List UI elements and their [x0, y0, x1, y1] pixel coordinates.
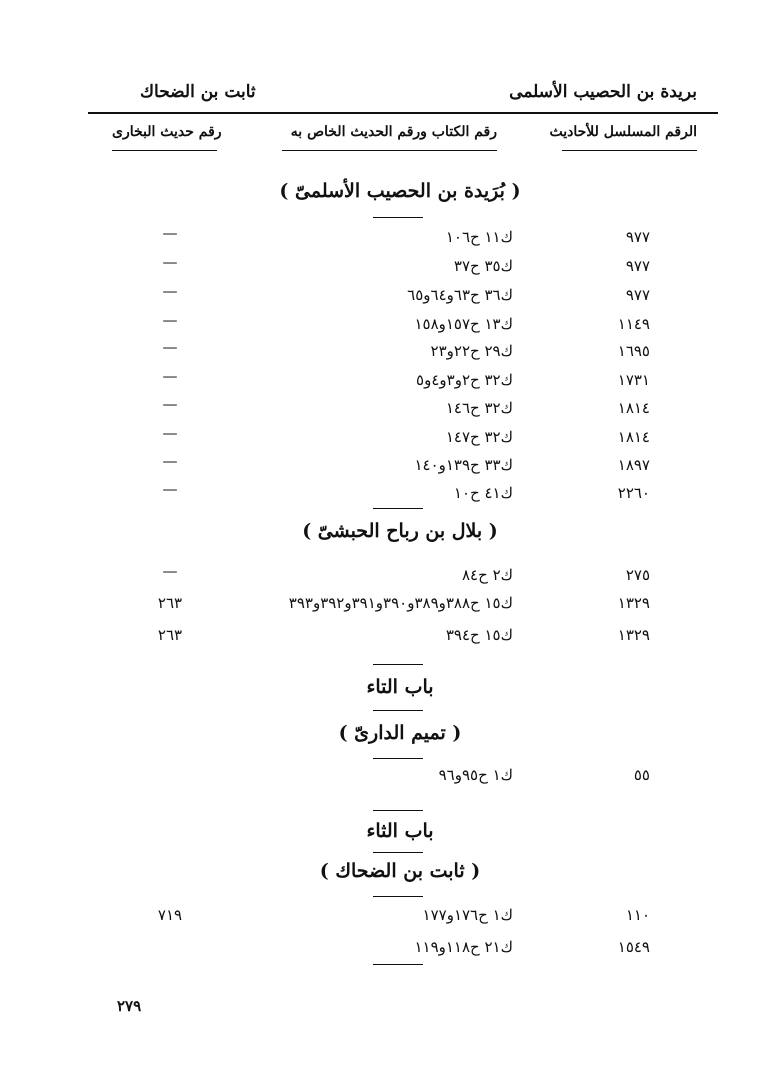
- book-reference: ك٣٢ ح٢و٣و٤و٥: [416, 371, 513, 389]
- bukhari-number: —: [162, 367, 178, 385]
- chapter-heading: باب الثاء: [366, 820, 434, 842]
- section-divider: [373, 896, 423, 897]
- bukhari-number: —: [162, 480, 178, 498]
- page-number: ٢٧٩: [117, 997, 142, 1015]
- bukhari-number: ٢٦٣: [157, 594, 183, 612]
- section-title: ( ثابت بن الضحاك ): [319, 860, 481, 882]
- serial-number: ٢٢٦٠: [617, 484, 650, 502]
- section-divider: [373, 852, 423, 853]
- bukhari-number: —: [162, 338, 178, 356]
- serial-number: ٩٧٧: [625, 286, 650, 304]
- section-divider: [373, 217, 423, 218]
- bukhari-number: ٢٦٣: [157, 626, 183, 644]
- bukhari-number: —: [162, 311, 178, 329]
- serial-number: ١٦٩٥: [617, 342, 650, 360]
- serial-number: ٩٧٧: [625, 257, 650, 275]
- book-reference: ك٣٣ ح١٣٩و١٤٠: [414, 456, 513, 474]
- book-reference: ك٣٥ ح٣٧: [453, 257, 513, 275]
- book-reference: ك٢٩ ح٢٢و٢٣: [430, 342, 513, 360]
- section-divider: [373, 710, 423, 711]
- bukhari-number: —: [162, 253, 178, 271]
- book-reference: ك١٥ ح٣٩٤: [445, 626, 513, 644]
- book-reference: ك٣٢ ح١٤٦: [445, 399, 513, 417]
- serial-number: ١٣٢٩: [617, 626, 650, 644]
- serial-number: ١٨١٤: [617, 399, 650, 417]
- book-reference: ك٢١ ح١١٨و١١٩: [414, 938, 513, 956]
- book-reference: ك٢ ح٨٤: [461, 566, 513, 584]
- book-reference: ك١٣ ح١٥٧و١٥٨: [414, 315, 513, 333]
- section-title: ( تميم الدارىّ ): [338, 722, 462, 744]
- running-header-left: ثابت بن الضحاك: [140, 82, 256, 102]
- serial-number: ١٨١٤: [617, 428, 650, 446]
- serial-number: ٥٥: [633, 766, 650, 784]
- running-header-right: بريدة بن الحصيب الأسلمى: [509, 82, 697, 102]
- column-heading-bukhari-underline: [112, 150, 217, 151]
- bukhari-number: —: [162, 452, 178, 470]
- serial-number: ١٣٢٩: [617, 594, 650, 612]
- book-reference: ك٣٢ ح١٤٧: [445, 428, 513, 446]
- bukhari-number: —: [162, 224, 178, 242]
- bukhari-number: —: [162, 282, 178, 300]
- bukhari-number: —: [162, 562, 178, 580]
- section-divider: [373, 664, 423, 665]
- serial-number: ١٧٣١: [617, 371, 650, 389]
- book-reference: ك٤١ ح١٠: [453, 484, 513, 502]
- serial-number: ٢٧٥: [625, 566, 650, 584]
- column-heading-serial-underline: [562, 150, 697, 151]
- book-reference: ك١ ح١٧٦و١٧٧: [422, 906, 513, 924]
- section-divider: [373, 758, 423, 759]
- column-heading-book-ref: رقم الكتاب ورقم الحديث الخاص به: [290, 124, 497, 140]
- book-reference: ك٣٦ ح٦٣و٦٤و٦٥: [407, 286, 513, 304]
- section-divider: [373, 964, 423, 965]
- bukhari-number: —: [162, 424, 178, 442]
- section-title: ( بلال بن رباح الحبشىّ ): [302, 520, 498, 542]
- section-divider: [373, 508, 423, 509]
- book-reference: ك١ ح٩٥و٩٦: [438, 766, 513, 784]
- column-heading-bukhari: رقم حديث البخارى: [112, 124, 222, 140]
- bukhari-number: ٧١٩: [157, 906, 183, 924]
- bukhari-number: —: [162, 395, 178, 413]
- section-divider: [373, 810, 423, 811]
- serial-number: ١١٠: [625, 906, 650, 924]
- header-rule: [88, 112, 718, 114]
- book-reference: ك١١ ح١٠٦: [445, 228, 513, 246]
- serial-number: ١٨٩٧: [617, 456, 650, 474]
- column-heading-book-ref-underline: [282, 150, 497, 151]
- book-reference: ك١٥ ح٣٨٨و٣٨٩و٣٩٠و٣٩١و٣٩٢و٣٩٣: [288, 594, 513, 612]
- serial-number: ٩٧٧: [625, 228, 650, 246]
- serial-number: ١١٤٩: [617, 315, 650, 333]
- column-heading-serial: الرقم المسلسل للأحاديث: [549, 124, 697, 140]
- chapter-heading: باب التاء: [366, 676, 434, 698]
- section-title: ( بُرَيدة بن الحصيب الأسلمىّ ): [279, 180, 521, 202]
- serial-number: ١٥٤٩: [617, 938, 650, 956]
